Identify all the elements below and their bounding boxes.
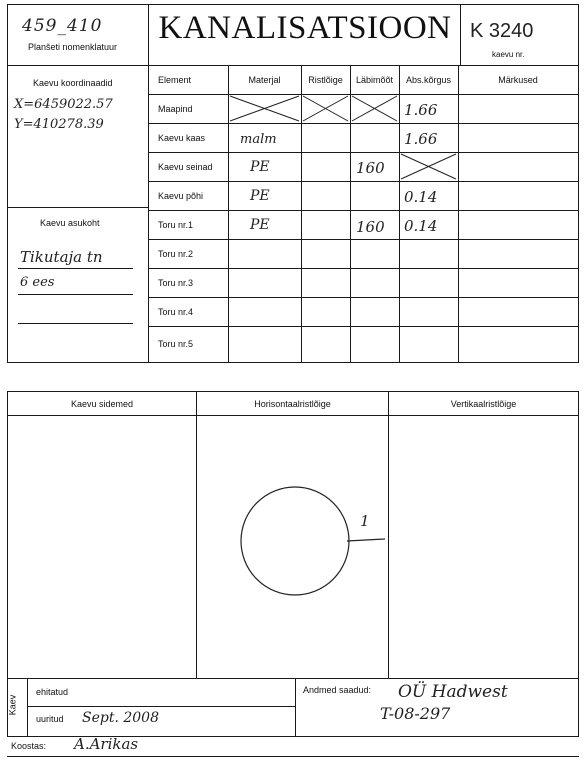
row-abs-value: 1.66 — [404, 101, 438, 119]
row-materjal-value: PE — [250, 159, 270, 175]
row-materjal-value: PE — [250, 188, 270, 204]
compiled-label: Koostas: — [11, 741, 47, 751]
data-from-value-2: T-08-297 — [380, 704, 451, 723]
section-vertical: Vertikaalristlõige — [450, 398, 517, 409]
crossed-cell-maapind-labimoot — [350, 94, 399, 123]
crossed-cell-seinad-abs — [399, 152, 458, 181]
crossed-cell-maapind-materjal — [228, 94, 301, 123]
row-element: Toru nr.3 — [158, 277, 194, 288]
row-materjal-value: PE — [250, 217, 270, 233]
col-header-labimoot: Läbimõõt — [355, 74, 394, 85]
row-element: Toru nr.2 — [158, 248, 194, 259]
row-materjal-value: malm — [240, 132, 277, 147]
compiled-value: A.Arikas — [74, 735, 139, 753]
built-label: ehitatud — [36, 687, 69, 697]
row-element: Kaevu seinad — [158, 161, 213, 172]
section-horizontal: Horisontaalristlõige — [254, 398, 331, 409]
location-label: Kaevu asukoht — [40, 218, 100, 228]
row-abs-value: 0.14 — [404, 217, 438, 235]
row-element: Toru nr.1 — [158, 219, 194, 230]
row-labimoot-value: 160 — [356, 218, 385, 236]
row-element: Toru nr.4 — [158, 306, 194, 317]
well-label: kaevu nr. — [492, 50, 525, 59]
section-connections: Kaevu sidemed — [70, 398, 134, 409]
location-line-2: 6 ees — [20, 275, 55, 290]
location-line-1: Tikutaja tn — [20, 248, 103, 266]
well-code: K 3240 — [470, 20, 534, 42]
row-abs-value: 1.66 — [404, 130, 438, 148]
row-element: Toru nr.5 — [158, 339, 194, 349]
col-header-ristloige: Ristlõige — [308, 74, 343, 85]
row-element: Kaevu kaas — [158, 132, 206, 143]
kaev-label: Kaev — [7, 694, 18, 716]
data-from-label: Andmed saadud: — [303, 685, 372, 695]
col-header-markused: Märkused — [498, 74, 538, 85]
data-from-value-1: OÜ Hadwest — [398, 682, 508, 702]
col-header-abs: Abs.kõrgus — [405, 74, 452, 85]
coord-x: X=6459022.57 — [14, 97, 113, 112]
row-labimoot-value: 160 — [356, 159, 385, 177]
row-abs-value: 0.14 — [404, 188, 438, 206]
surveyed-label: uuritud — [36, 714, 64, 724]
nomenclature-value: 459_410 — [22, 16, 103, 36]
row-element: Kaevu põhi — [158, 190, 204, 201]
crossed-cell-maapind-ristloige — [301, 94, 350, 123]
surveyed-value: Sept. 2008 — [82, 710, 159, 726]
col-header-materjal: Materjal — [248, 74, 281, 85]
pipe-number-label: 1 — [360, 512, 370, 530]
nomenclature-label: Planšeti nomenklatuur — [28, 42, 118, 52]
col-header-element: Element — [158, 74, 192, 85]
well-cross-section-drawing — [197, 416, 388, 676]
coords-label: Kaevu koordinaadid — [33, 78, 113, 88]
coord-y: Y=410278.39 — [14, 117, 104, 132]
row-element: Maapind — [158, 103, 193, 114]
page-title: KANALISATSIOON — [158, 10, 452, 46]
